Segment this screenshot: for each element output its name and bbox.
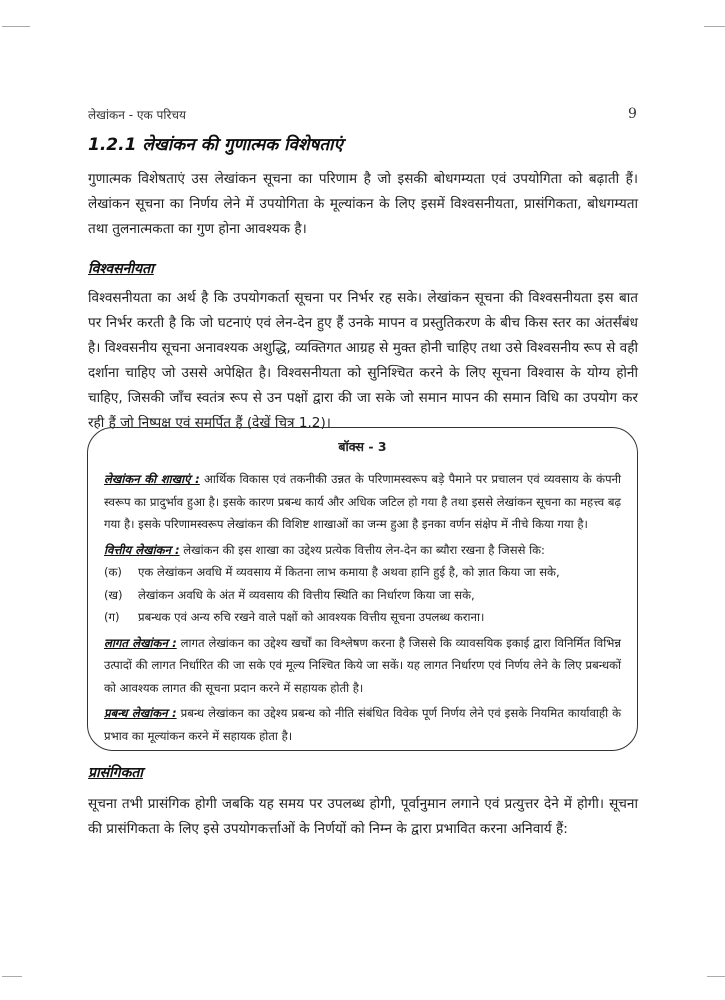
list-item [104, 584, 621, 607]
list-item-text: लेखांकन अवधि के अंत में व्यवसाय की वित्तीय स्थिति का निर्धारण किया जा सके, [138, 587, 475, 602]
box-branches-paragraph [104, 468, 621, 536]
crop-mark-bottom-left [2, 976, 22, 977]
crop-mark-top-right [704, 26, 725, 27]
section-intro-paragraph: गुणात्मक विशेषताएं उस लेखांकन सूचना का परिणाम है जो इसकी बोधगम्यता एवं उपयोगिता को बढ़ाती हैं। लेखांकन सूचना का निर्णय लेने में उपयोगिता के मूल्यांकन के लिए इसमें विश्वसनीयता, प्रासंगिकता, बोधगम्यता तथा तुलनात्मकता का गुण होना आवश्यक है। [88, 171, 638, 237]
box-management-paragraph [104, 702, 621, 747]
management-text: प्रबन्ध लेखांकन का उद्देश्य प्रबन्ध को नीति संबंधित विवेक पूर्ण निर्णय लेने एवं इसके नियमित कार्यावाही के प्रभाव का मूल्यांकन करने में सहायक होता है। [104, 706, 621, 743]
reliability-paragraph: विश्वसनीयता का अर्थ है कि उपयोगकर्ता सूचना पर निर्भर रह सके। लेखांकन सूचना की विश्वसनीयता इस बात पर निर्भर करती है कि जो घटनाएं एवं लेन-देन हुए हैं उनके मापन व प्रस्तुतिकरण के बीच किस स्तर का अंतर्संबंध है। विश्वसनीय सूचना अनावश्यक अशुद्धि, व्यक्तिगत आग्रह से मुक्त होनी चाहिए तथा उसे विश्वसनीय रूप से वही दर्शाना चाहिए जो उससे अपेक्षित है। विश्वसनीयता को सुनिश्चित करने के लिए सूचना विश्वास के योग्य होनी चाहिए, जिसकी जाँच स्वतंत्र रूप से उन पक्षों द्वारा की जा सके जो समान मापन की समान विधि का उपयोग कर रही हैं जो निष्पक्ष एवं समर्पित हैं (देखें चित्र 1.2)। [88, 290, 638, 431]
page-number: 9 [628, 106, 637, 122]
financial-text: लेखांकन की इस शाखा का उद्देश्य प्रत्येक वित्तीय लेन-देन का ब्यौरा रखना है जिससे कि: [179, 542, 545, 557]
list-marker: (ग) [104, 610, 120, 624]
box-cost-paragraph [104, 632, 621, 700]
list-item [104, 606, 621, 629]
running-header-title: लेखांकन - एक परिचय [88, 108, 186, 122]
management-label: प्रबन्ध लेखांकन : [104, 706, 177, 720]
reliability-heading: विश्वसनीयता [88, 261, 154, 277]
section-title: 1.2.1 लेखांकन की गुणात्मक विशेषताएं [88, 135, 343, 155]
box-financial-paragraph [104, 539, 621, 562]
box-title: बॉक्स - 3 [338, 439, 387, 454]
list-item-text: प्रबन्धक एवं अन्य रुचि रखने वाले पक्षों को आवश्यक वित्तीय सूचना उपलब्ध कराना। [138, 610, 485, 624]
cost-label: लागत लेखांकन : [104, 635, 177, 650]
list-item [104, 561, 621, 584]
branches-text: आर्थिक विकास एवं तकनीकी उन्नत के परिणामस्वरूप बड़े पैमाने पर प्रचालन एवं व्यवसाय के कंपनी स्वरूप का प्रादुर्भाव हुआ है। इसके कारण प्रबन्ध कार्य और अधिक जटिल हो गया है तथा इससे लेखांकन सूचना का महत्त्व बढ़ गया है। इसके परिणामस्वरूप लेखांकन की विशिष्ट शाखाओं का जन्म हुआ है इनका वर्णन संक्षेप में नीचे किया गया है। [104, 472, 621, 531]
list-marker: (ख) [104, 587, 123, 602]
crop-mark-bottom-right [707, 976, 725, 977]
relevance-paragraph: सूचना तभी प्रासंगिक होगी जबकि यह समय पर उपलब्ध होगी, पूर्वानुमान लगाने एवं प्रत्युत्तर देने में होगी। सूचना की प्रासंगिकता के लिए इसे उपयोगकर्त्ताओं के निर्णयों को निम्न के द्वारा प्रभावित करना अनिवार्य हैं: [88, 796, 638, 837]
list-item-text: एक लेखांकन अवधि में व्यवसाय में कितना लाभ कमाया है अथवा हानि हुई है, को ज्ञात किया जा सके, [138, 565, 560, 579]
branches-label: लेखांकन की शाखाएं : [104, 472, 200, 486]
cost-text: लागत लेखांकन का उद्देश्य खर्चों का विश्लेषण करना है जिससे कि व्यावसयिक इकाई द्वारा विनिर्मित विभिन्न उत्पादों की लागत निर्धारित की जा सके एवं मूल्य निश्चित किये जा सकें। यह लागत निर्धारण एवं निर्णय लेने के लिए प्रबन्धकों को आवश्यक लागत की सूचना प्रदान करने में सहायक होती है। [104, 635, 621, 695]
financial-label: वित्तीय लेखांकन : [104, 542, 180, 557]
crop-mark-top-left [2, 26, 30, 27]
relevance-heading: प्रासंगिकता [88, 765, 143, 781]
box-3 [87, 427, 638, 751]
list-marker: (क) [104, 565, 122, 579]
